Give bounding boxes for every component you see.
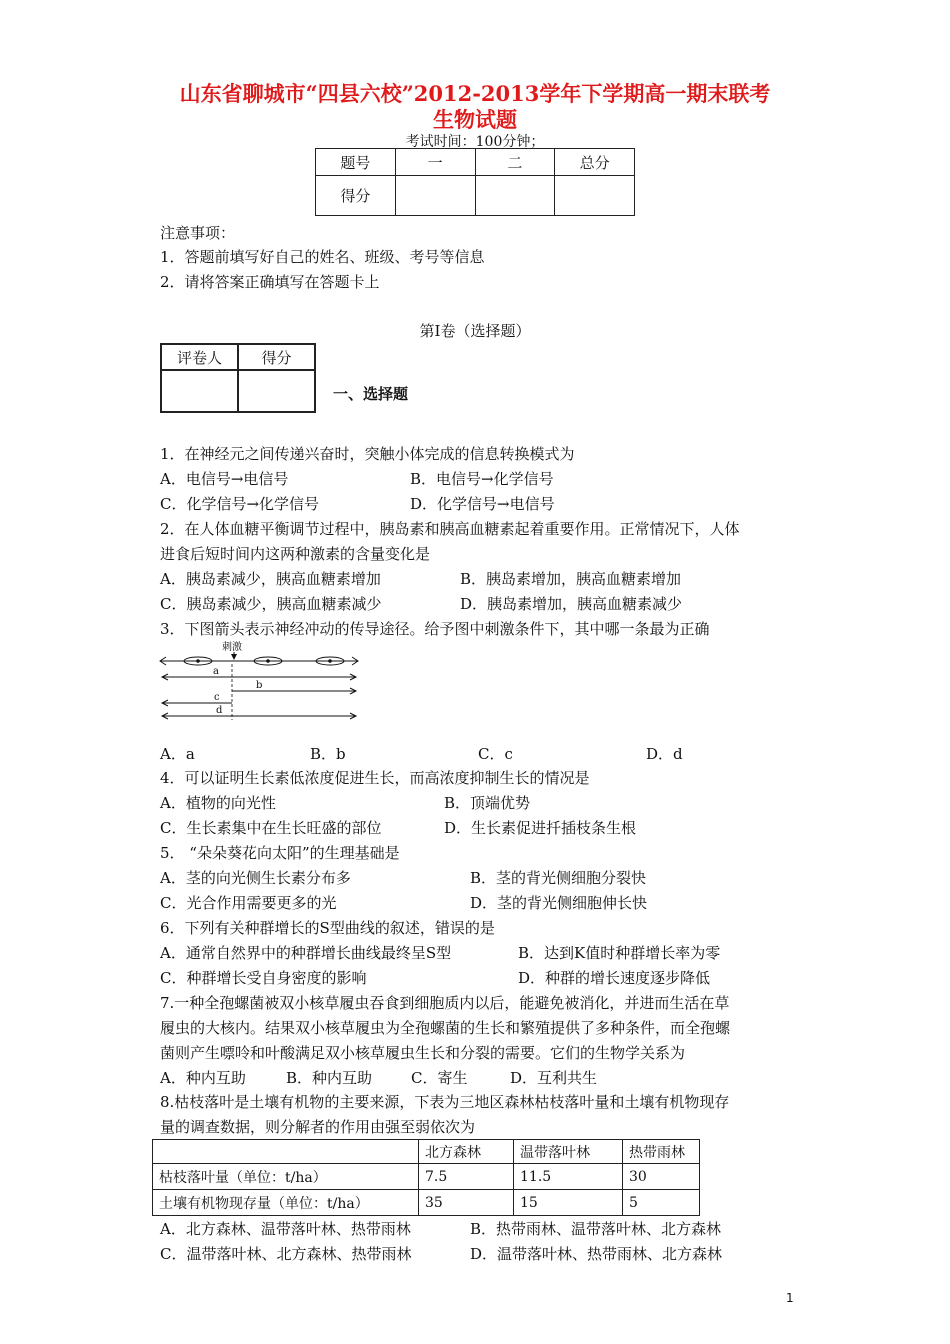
stimulus-label: 刺激 (222, 642, 242, 653)
forest-data-table (152, 1139, 700, 1216)
score-cell (395, 176, 475, 216)
option: D．生长素促进扦插枝条生根 (444, 819, 637, 837)
option: B．达到K值时种群增长率为零 (518, 944, 721, 962)
notes-item: 1．答题前填写好自己的姓名、班级、考号等信息 (160, 248, 485, 266)
question-stem: 量的调查数据，则分解者的作用由强至弱依次为 (160, 1118, 476, 1136)
option: A．a (160, 745, 195, 763)
score-cell (475, 176, 555, 216)
page-number: 1 (786, 1291, 794, 1305)
grader-cell (161, 370, 238, 412)
table-cell: 11.5 (514, 1164, 623, 1190)
path-label: c (214, 692, 220, 703)
question-stem: 6．下列有关种群增长的S型曲线的叙述，错误的是 (160, 919, 495, 937)
question-stem: 4．可以证明生长素低浓度促进生长，而高浓度抑制生长的情况是 (160, 769, 590, 787)
table-cell: 5 (623, 1190, 700, 1216)
option: C．种群增长受自身密度的影响 (160, 969, 367, 987)
score-table (315, 148, 635, 216)
option: D．种群的增长速度逐步降低 (518, 969, 711, 987)
option: B．种内互助 (286, 1069, 373, 1087)
option: D．互利共生 (510, 1069, 598, 1087)
option: D．胰岛素增加，胰高血糖素减少 (460, 595, 683, 613)
option: A．种内互助 (160, 1069, 246, 1087)
question-stem: 8.枯枝落叶是土壤有机物的主要来源，下表为三地区森林枯枝落叶量和土壤有机物现存 (160, 1093, 730, 1111)
nerve-conduction-figure (158, 640, 368, 722)
score-table-header: 题号 (316, 149, 396, 176)
question-stem: 5． “朵朵葵花向太阳”的生理基础是 (160, 844, 400, 862)
score-row-label: 得分 (316, 176, 396, 216)
table-row (153, 1190, 700, 1216)
option: C．胰岛素减少，胰高血糖素减少 (160, 595, 382, 613)
option: B．顶端优势 (444, 794, 531, 812)
table-corner (153, 1140, 419, 1164)
option: C．温带落叶林、北方森林、热带雨林 (160, 1245, 412, 1263)
volume-title: 第Ⅰ卷（选择题） (419, 322, 531, 340)
question-stem: 1．在神经元之间传递兴奋时，突触小体完成的信息转换模式为 (160, 445, 575, 463)
option: B．b (310, 745, 346, 763)
score-table-header: 二 (475, 149, 555, 176)
option: B．胰岛素增加，胰高血糖素增加 (460, 570, 682, 588)
option: C．生长素集中在生长旺盛的部位 (160, 819, 382, 837)
option: D．d (646, 745, 683, 763)
notes-title: 注意事项： (160, 224, 236, 242)
option: A．电信号→电信号 (160, 470, 289, 488)
path-label: b (256, 680, 263, 691)
question-stem: 2．在人体血糖平衡调节过程中，胰岛素和胰高血糖素起着重要作用。正常情况下，人体 (160, 520, 740, 538)
grader-label: 评卷人 (161, 344, 238, 370)
option: B．茎的背光侧细胞分裂快 (470, 869, 647, 887)
table-header: 温带落叶林 (514, 1140, 623, 1164)
document-title: 山东省聊城市“四县六校”2012-2013学年下学期高一期末联考 (179, 81, 771, 106)
option: C．化学信号→化学信号 (160, 495, 320, 513)
question-stem: 履虫的大核内。结果双小核草履虫为全孢螺菌的生长和繁殖提供了多种条件，而全孢螺 (160, 1019, 731, 1037)
notes-item: 2．请将答案正确填写在答题卡上 (160, 273, 380, 291)
section-title: 一、选择题 (333, 385, 409, 403)
document-subtitle: 生物试题 (433, 107, 517, 132)
grader-table (160, 343, 316, 413)
option: B．电信号→化学信号 (410, 470, 554, 488)
option: B．热带雨林、温带落叶林、北方森林 (470, 1220, 722, 1238)
option: C．c (478, 745, 513, 763)
grader-cell (238, 370, 315, 412)
table-cell: 7.5 (419, 1164, 514, 1190)
table-row (153, 1164, 700, 1190)
path-label: d (216, 705, 223, 716)
question-stem: 菌则产生嘌呤和叶酸满足双小核草履虫生长和分裂的需要。它们的生物学关系为 (160, 1044, 686, 1062)
exam-time: 考试时间：100分钟； (405, 134, 545, 150)
table-cell: 30 (623, 1164, 700, 1190)
question-stem: 7.一种全孢螺菌被双小核草履虫吞食到细胞质内以后，能避免被消化，并进而生活在草 (160, 994, 730, 1012)
option: D．温带落叶林、热带雨林、北方森林 (470, 1245, 723, 1263)
grader-score-label: 得分 (238, 344, 315, 370)
score-table-header: 总分 (555, 149, 635, 176)
option: A．植物的向光性 (160, 794, 276, 812)
option: A．胰岛素减少，胰高血糖素增加 (160, 570, 381, 588)
option: A．茎的向光侧生长素分布多 (160, 869, 351, 887)
option: C．寄生 (411, 1069, 468, 1087)
table-cell: 15 (514, 1190, 623, 1216)
option: C．光合作用需要更多的光 (160, 894, 337, 912)
option: D．化学信号→电信号 (410, 495, 555, 513)
table-cell: 35 (419, 1190, 514, 1216)
table-row-label: 土壤有机物现存量（单位：t/ha） (153, 1190, 419, 1216)
table-row-label: 枯枝落叶量（单位：t/ha） (153, 1164, 419, 1190)
option: A．北方森林、温带落叶林、热带雨林 (160, 1220, 411, 1238)
option: D．茎的背光侧细胞伸长快 (470, 894, 648, 912)
neuron-chain (160, 657, 358, 665)
score-cell (555, 176, 635, 216)
path-label: a (213, 666, 219, 677)
score-table-header: 一 (395, 149, 475, 176)
question-stem: 进食后短时间内这两种激素的含量变化是 (160, 545, 431, 563)
table-header: 热带雨林 (623, 1140, 700, 1164)
question-stem: 3．下图箭头表示神经冲动的传导途径。给予图中刺激条件下，其中哪一条最为正确 (160, 620, 710, 638)
option: A．通常自然界中的种群增长曲线最终呈S型 (160, 944, 452, 962)
table-header: 北方森林 (419, 1140, 514, 1164)
